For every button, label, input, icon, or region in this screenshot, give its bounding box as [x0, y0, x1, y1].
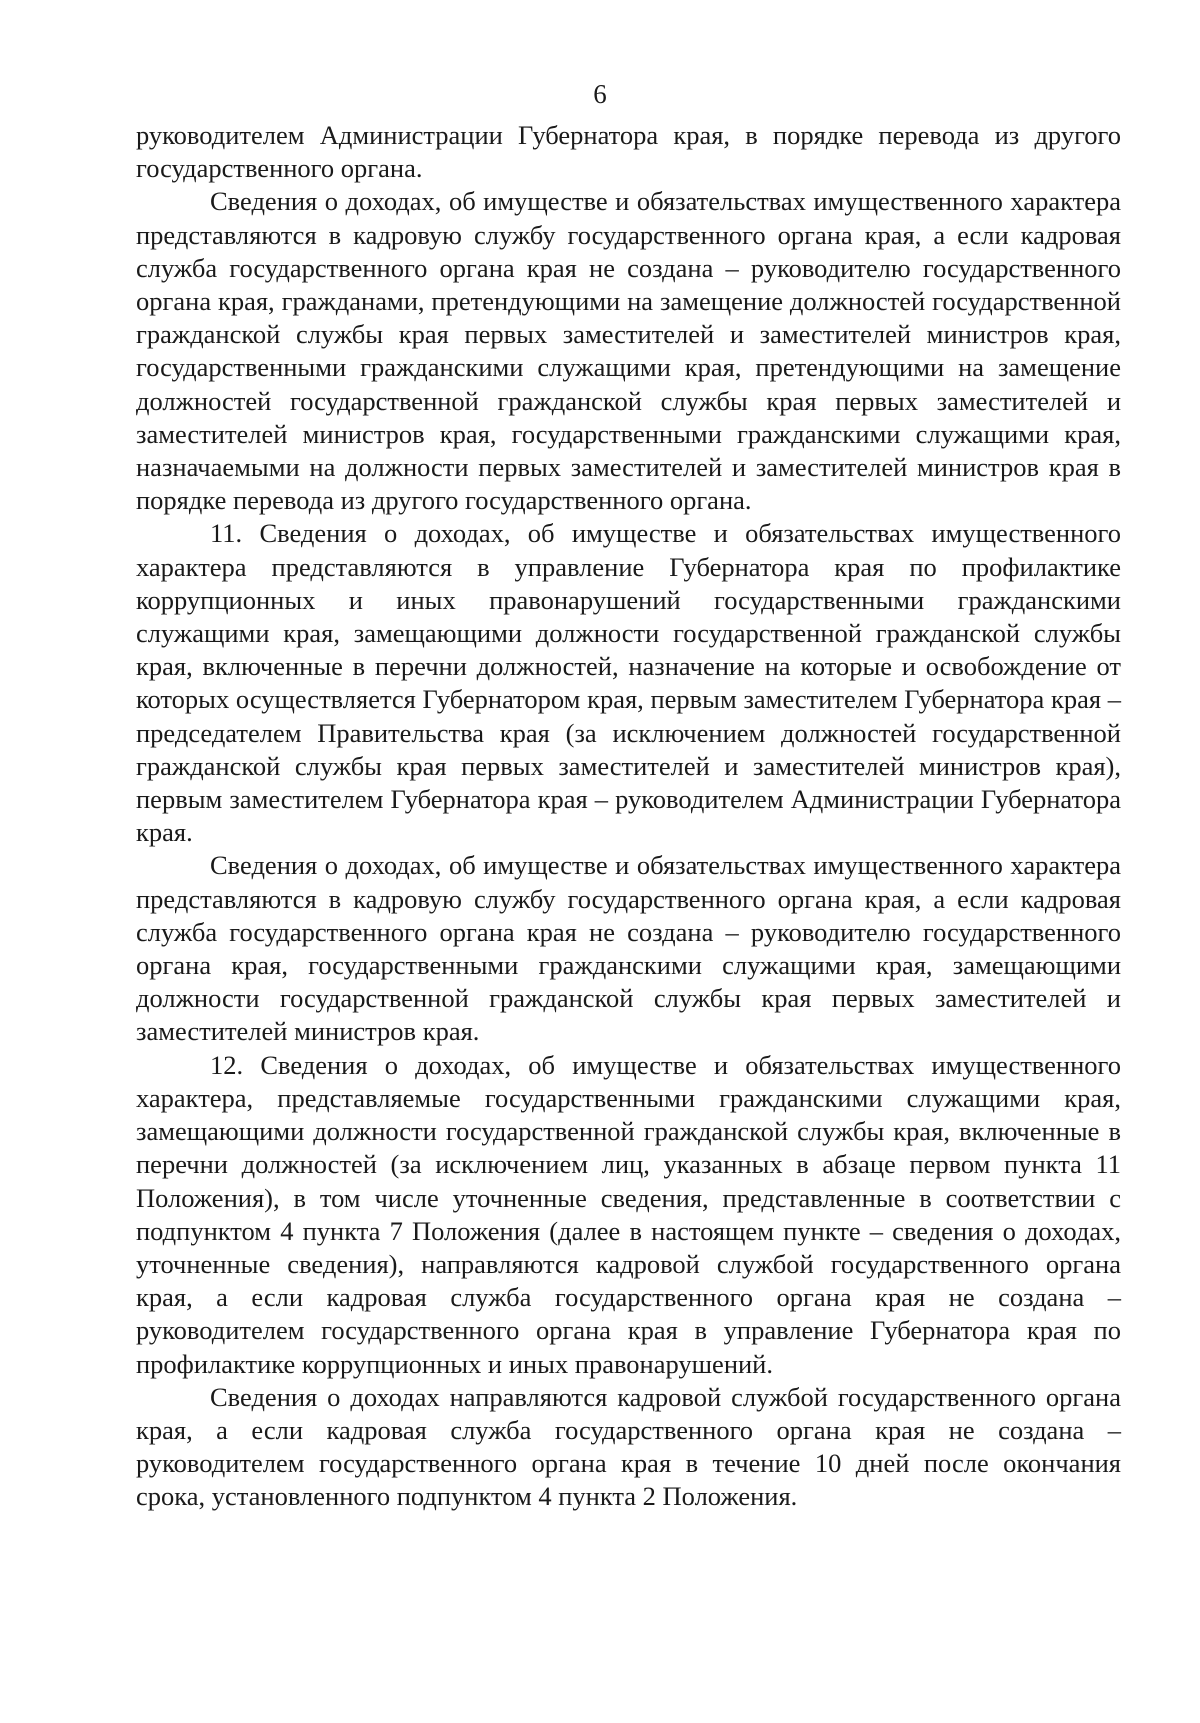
- paragraph-10-part-2: Сведения о доходах, об имуществе и обязательствах имущественного характера представляются в кадровую службу государственного органа края, а если кадровая служба государственного органа края не создана – руководителю государственного органа края, гражданами, претендующими на замещение должностей государственной гражданской службы края первых заместителей и заместителей министров края, государственными гражданскими служащими края, претендующими на замещение должностей государственной гражданской службы края первых заместителей и заместителей министров края, государственными гражданскими служащими края, назначаемыми на должности первых заместителей и заместителей министров края в порядке перевода из другого государственного органа.: [136, 186, 1121, 516]
- page-number: 6: [593, 79, 607, 109]
- paragraph-continuation: руководителем Администрации Губернатора края, в порядке перевода из другого государственного органа.: [136, 120, 1121, 184]
- paragraph-11-part-2: Сведения о доходах, об имуществе и обязательствах имущественного характера представляются в кадровую службу государственного органа края, а если кадровая служба государственного органа края не создана – руководителю государственного органа края, государственными гражданскими служащими края, замещающими должности государственной гражданской службы края первых заместителей и заместителей министров края.: [136, 850, 1121, 1047]
- paragraph-12: 12. Сведения о доходах, об имуществе и обязательствах имущественного характера, представляемые государственными гражданскими служащими края, замещающими должности государственной гражданской службы края, включенные в перечни должностей (за исключением лиц, указанных в абзаце первом пункта 11 Положения), в том числе уточненные сведения, представленные в соответствии с подпунктом 4 пункта 7 Положения (далее в настоящем пункте – сведения о доходах, уточненные сведения), направляются кадровой службой государственного органа края, а если кадровая служба государственного органа края не создана – руководителем государственного органа края в управление Губернатора края по профилактике коррупционных и иных правонарушений.: [136, 1049, 1121, 1379]
- paragraph-12-part-2: Сведения о доходах направляются кадровой службой государственного органа края, а если кадровая служба государственного органа края не создана – руководителем государственного органа края в течение 10 дней после окончания срока, установленного подпунктом 4 пункта 2 Положения.: [136, 1381, 1121, 1512]
- document-body: [136, 119, 1121, 1514]
- paragraph-11: 11. Сведения о доходах, об имуществе и обязательствах имущественного характера представляются в управление Губернатора края по профилактике коррупционных и иных правонарушений государственными гражданскими служащими края, замещающими должности государственной гражданской службы края, включенные в перечни должностей, назначение на которые и освобождение от которых осуществляется Губернатором края, первым заместителем Губернатора края – председателем Правительства края (за исключением должностей государственной гражданской службы края первых заместителей и заместителей министров края), первым заместителем Губернатора края – руководителем Администрации Губернатора края.: [136, 518, 1121, 848]
